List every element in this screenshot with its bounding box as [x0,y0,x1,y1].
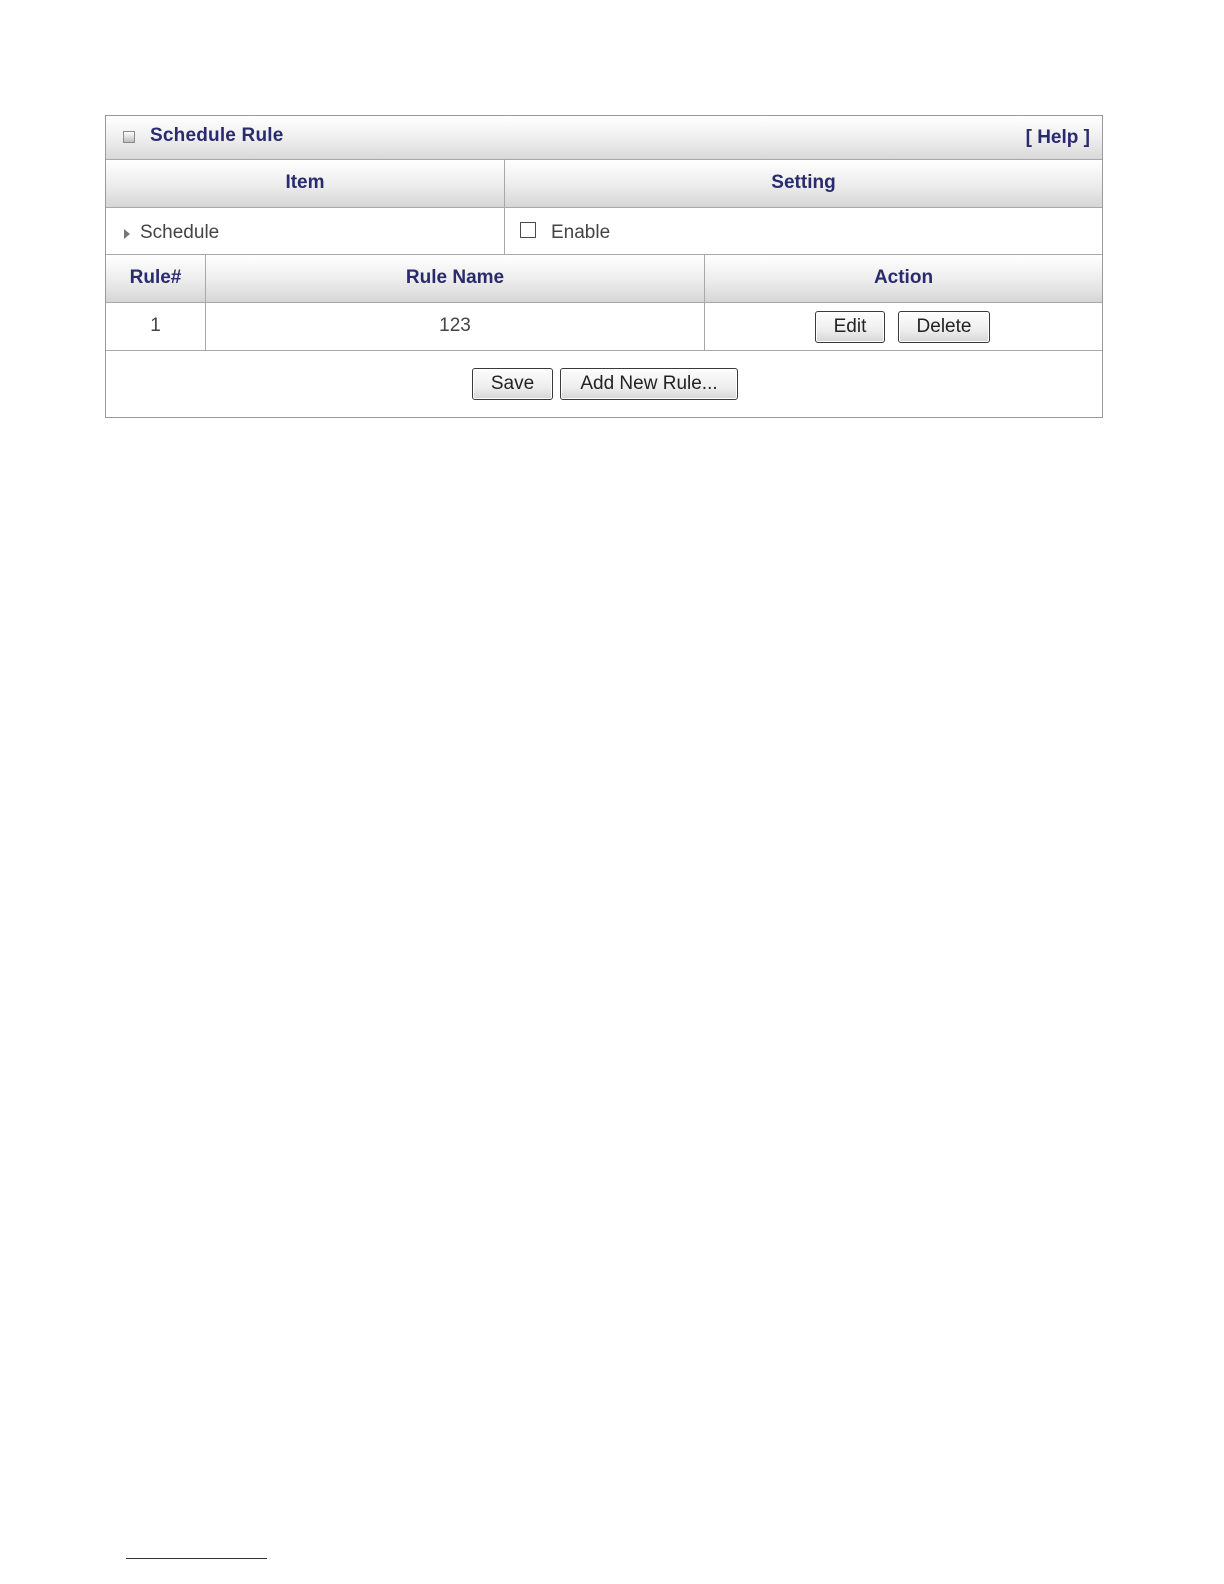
schedule-enable-checkbox[interactable] [520,222,536,238]
rule-number-header-label: Rule# [129,267,182,288]
action-header-label: Action [873,267,934,288]
rule-number-cell: 1 [150,315,161,336]
footnote-divider [126,1558,267,1559]
panel-square-icon [123,131,135,143]
panel-title-bar [106,116,1102,160]
delete-button[interactable]: Delete [898,311,990,343]
settings-column-divider [504,160,505,254]
item-column-header [106,160,504,208]
panel-title: Schedule Rule [150,125,284,146]
schedule-item-label: Schedule [140,222,220,243]
triangle-right-icon [124,229,130,239]
save-button[interactable]: Save [472,368,553,400]
rule-number-column-header [106,254,205,303]
item-header-label: Item [285,172,325,193]
help-link[interactable]: [ Help ] [1025,127,1090,148]
add-new-rule-button[interactable]: Add New Rule... [560,368,738,400]
rule-name-column-header [206,254,704,303]
rules-column-divider-2 [704,254,705,350]
schedule-rule-panel [105,115,1103,418]
action-column-header [705,254,1102,303]
schedule-enable-label: Enable [551,222,611,243]
rule-name-header-label: Rule Name [405,267,505,288]
setting-header-label: Setting [771,172,836,193]
edit-button[interactable]: Edit [815,311,885,343]
rules-row-divider [106,350,1102,351]
rule-name-cell: 123 [439,315,471,336]
setting-column-header [505,160,1102,208]
